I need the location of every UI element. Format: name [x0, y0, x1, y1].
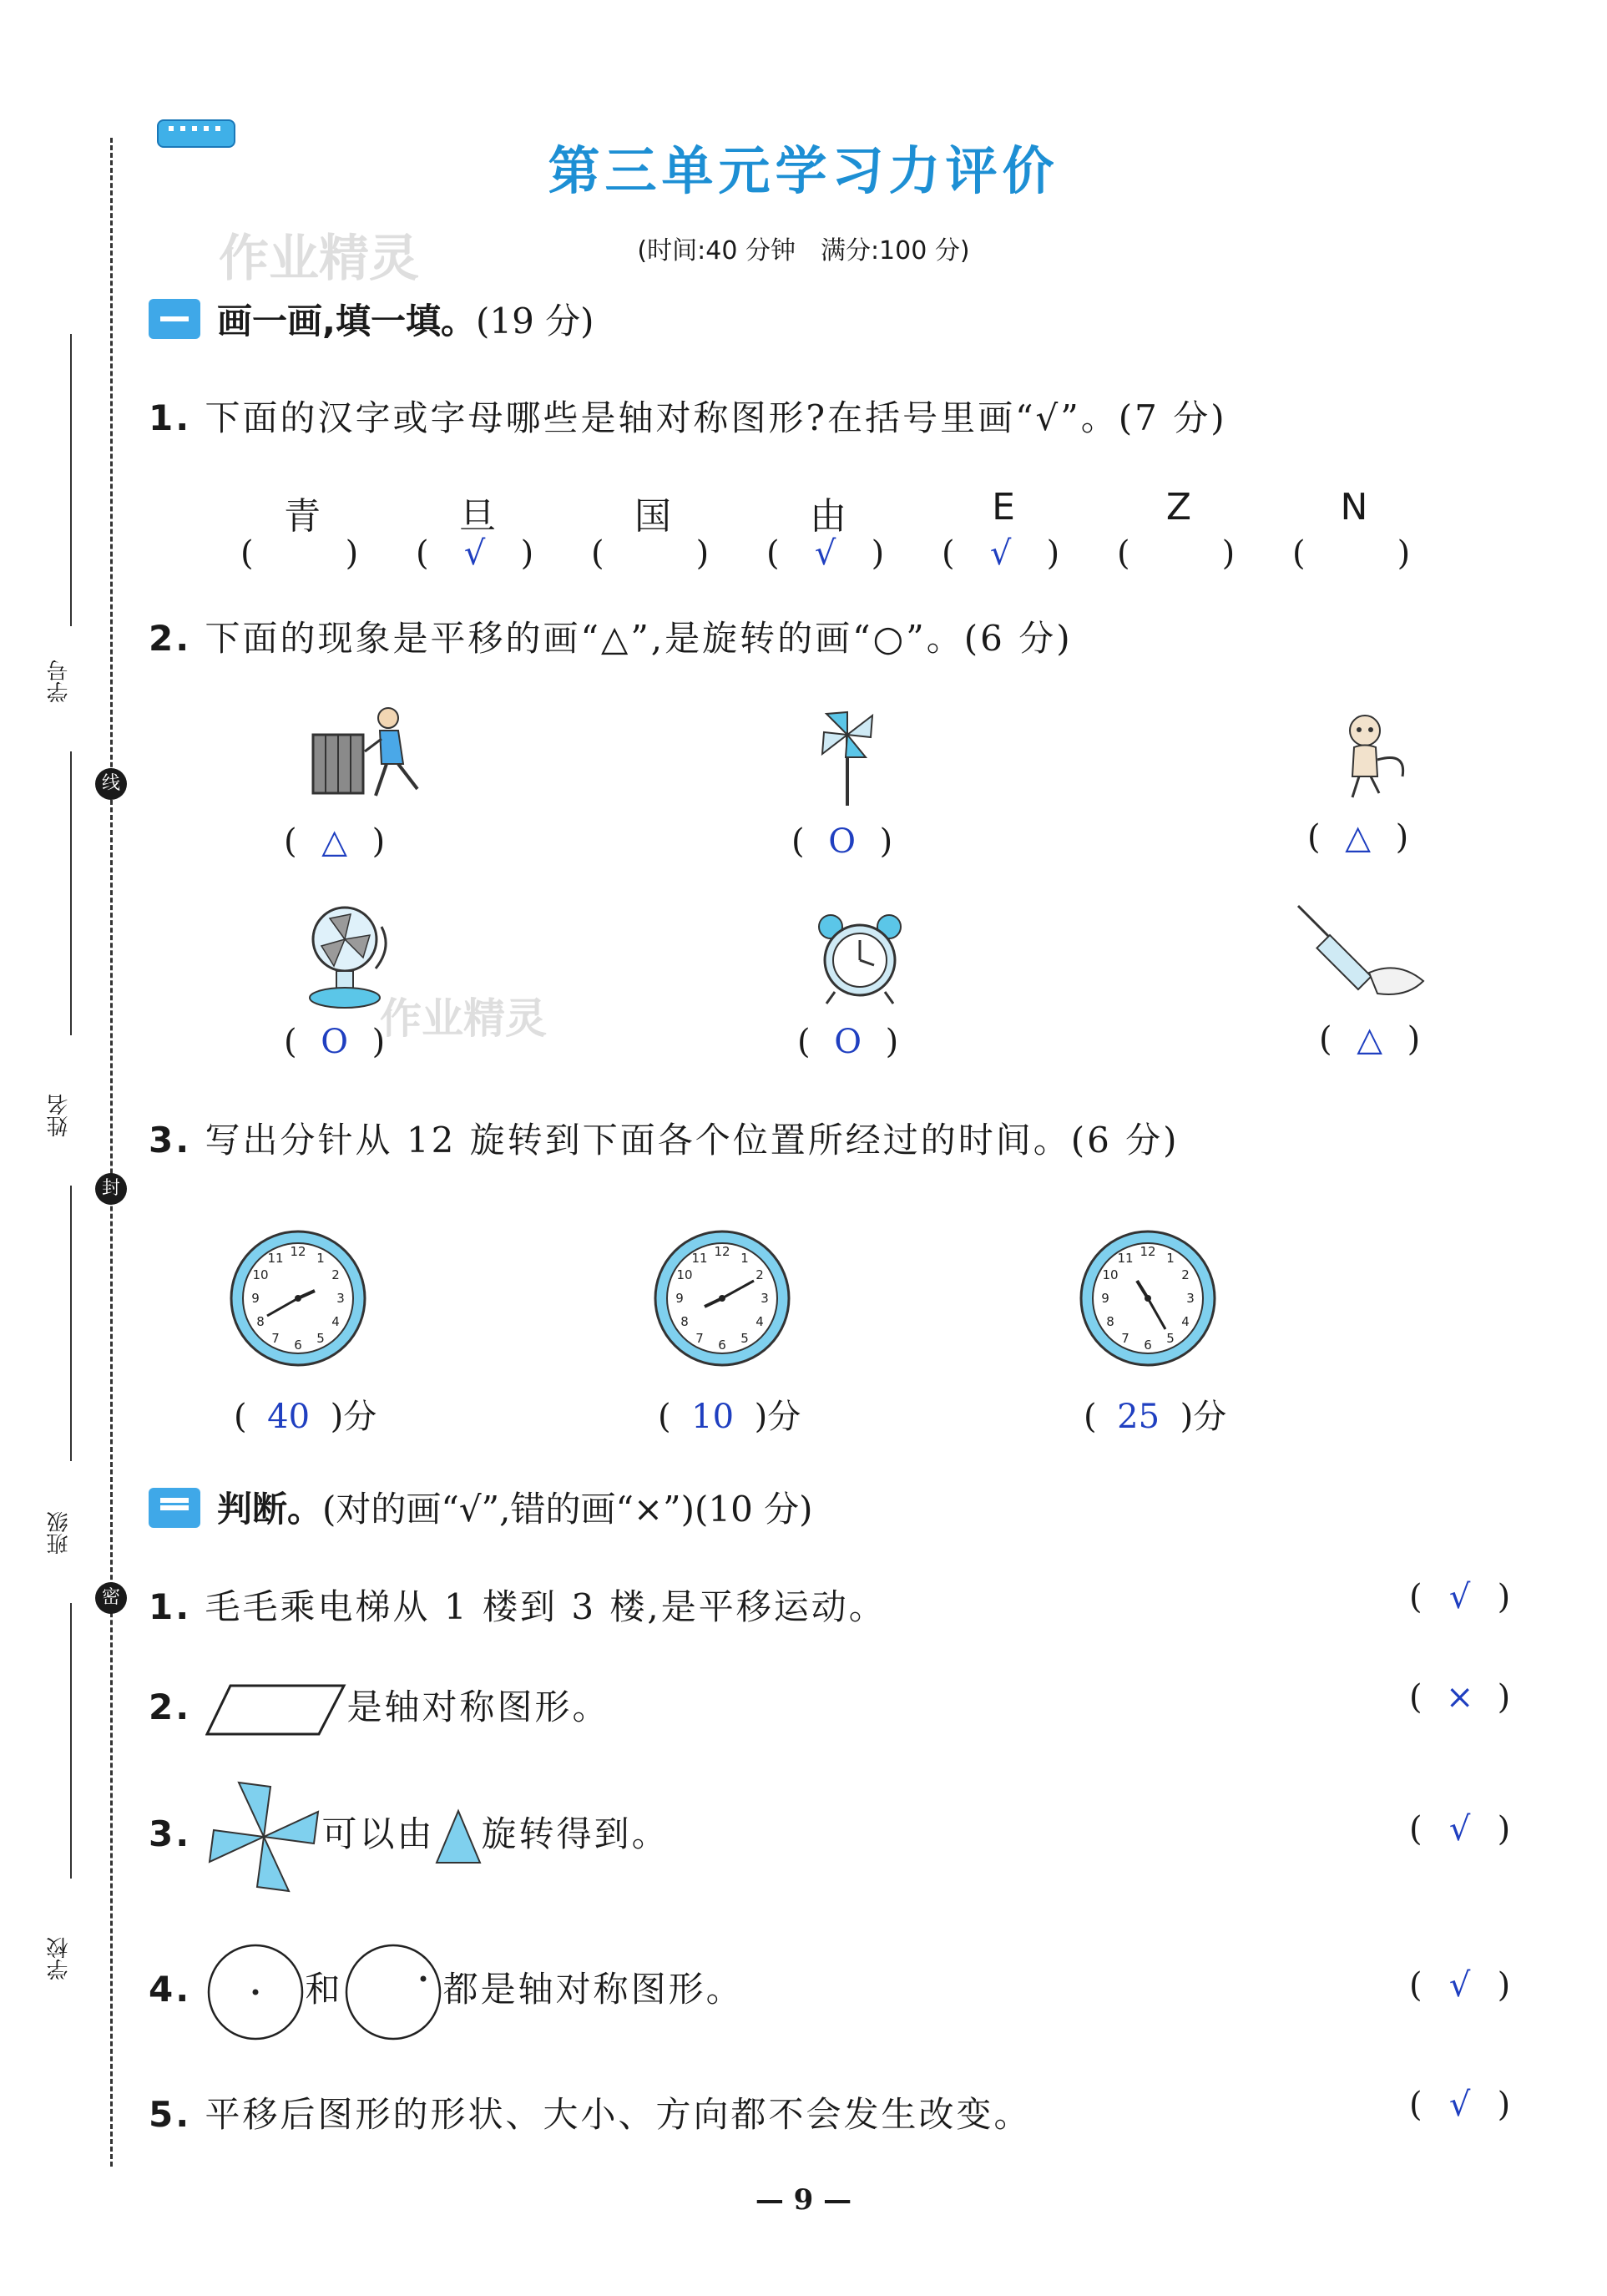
margin-rule	[70, 1603, 72, 1879]
question-text: 可以由	[321, 1813, 435, 1854]
question-number: 1.	[149, 397, 192, 438]
svg-text:5: 5	[740, 1331, 749, 1346]
margin-dot-mi: 密	[95, 1582, 127, 1614]
svg-text:4: 4	[755, 1314, 764, 1329]
section2-instructions: (对的画“√”,错的画“×”)(10 分)	[322, 1489, 813, 1530]
svg-text:3: 3	[1186, 1291, 1195, 1306]
char-item: N	[1340, 486, 1368, 528]
windmill-figure-icon	[205, 1778, 322, 1895]
question-text: 下面的现象是平移的画“△”,是旋转的画“○”。(6 分)	[205, 618, 1073, 659]
margin-rule	[70, 334, 72, 626]
svg-text:9: 9	[251, 1291, 260, 1306]
svg-text:12: 12	[290, 1244, 306, 1259]
clock-face-2	[651, 1227, 793, 1369]
svg-text:12: 12	[1140, 1244, 1156, 1259]
margin-label-name: 姓名	[47, 1094, 72, 1137]
question-number: 4.	[149, 1969, 192, 2010]
question-text: 都是轴对称图形。	[442, 1969, 744, 2010]
svg-text:11: 11	[691, 1251, 708, 1266]
svg-text:2: 2	[755, 1267, 764, 1282]
svg-text:8: 8	[256, 1314, 265, 1329]
answer-value: ×	[1445, 1678, 1474, 1717]
answer-value: √	[1448, 1966, 1471, 2005]
svg-text:6: 6	[718, 1338, 726, 1353]
answer-unit: 分	[1193, 1398, 1227, 1436]
push-box-icon	[305, 705, 430, 814]
svg-text:9: 9	[1101, 1291, 1109, 1306]
answer-unit: 分	[343, 1398, 377, 1436]
answer-value: 40	[267, 1398, 311, 1436]
svg-text:5: 5	[1166, 1331, 1175, 1346]
svg-text:7: 7	[271, 1331, 280, 1346]
section2-title-text: 判断。	[217, 1489, 323, 1530]
svg-text:5: 5	[316, 1331, 325, 1346]
question-number: 5.	[149, 2094, 192, 2135]
clock-face-3	[1077, 1227, 1219, 1369]
answer-paren: ( √ )	[766, 534, 885, 573]
watermark: 作业精灵	[380, 994, 547, 1043]
question-number: 3.	[149, 1813, 192, 1854]
question-number: 1.	[149, 1586, 192, 1627]
alarm-clock-icon	[814, 910, 906, 1010]
svg-text:8: 8	[1106, 1314, 1114, 1329]
margin-rule	[70, 751, 72, 1035]
svg-text:6: 6	[1144, 1338, 1152, 1353]
answer-paren: ( )	[240, 534, 359, 573]
answer-value: √	[1448, 1810, 1471, 1848]
question-1-3	[149, 1113, 1180, 1163]
margin-label-class: 班级	[47, 1511, 72, 1555]
margin-rule	[70, 1186, 72, 1461]
margin-dot-xian: 线	[95, 768, 127, 800]
page-number: — 9 —	[755, 2183, 852, 2217]
answer-paren: ( O )	[797, 1023, 899, 1061]
answer-value: △	[1357, 1020, 1382, 1059]
question-text: 写出分针从 12 旋转到下面各个位置所经过的时间。(6 分)	[205, 1120, 1180, 1161]
svg-text:11: 11	[1117, 1251, 1134, 1266]
svg-text:7: 7	[1121, 1331, 1129, 1346]
circle-dot-center-icon	[205, 1942, 306, 2042]
answer-value: 10	[691, 1398, 735, 1436]
judge-item-5	[149, 2087, 1032, 2137]
answer-paren: ( )	[1117, 534, 1236, 573]
svg-text:12: 12	[714, 1244, 730, 1259]
char-item: 旦	[459, 495, 496, 538]
svg-text:2: 2	[331, 1267, 340, 1282]
answer-paren: ( √ )	[942, 534, 1060, 573]
answer-paren: ( √ )	[1409, 1578, 1511, 1616]
syringe-icon	[1290, 902, 1432, 1010]
margin-dot-feng: 封	[95, 1173, 127, 1205]
answer-paren: ( × )	[1409, 1678, 1511, 1717]
pinwheel-icon	[814, 705, 881, 810]
svg-text:6: 6	[294, 1338, 302, 1353]
char-item: E	[992, 486, 1015, 528]
parallelogram-icon	[205, 1681, 347, 1739]
svg-text:4: 4	[1181, 1314, 1190, 1329]
svg-text:3: 3	[336, 1291, 345, 1306]
section-badge-1	[149, 299, 200, 339]
question-number: 2.	[149, 1687, 192, 1727]
answer-value: O	[828, 822, 856, 861]
answer-paren: ( O )	[791, 822, 893, 861]
answer-value: 25	[1117, 1398, 1160, 1436]
section1-title	[217, 294, 594, 344]
binding-dashed-line	[110, 138, 113, 2167]
question-text: 下面的汉字或字母哪些是轴对称图形?在括号里画“√”。(7 分)	[205, 397, 1227, 438]
question-text: 是轴对称图形。	[346, 1687, 610, 1727]
answer-paren: ( 40 )分	[234, 1398, 377, 1436]
svg-text:3: 3	[761, 1291, 769, 1306]
question-number: 3.	[149, 1120, 192, 1161]
judge-item-4	[149, 1942, 744, 2042]
judge-item-2	[149, 1680, 610, 1739]
svg-text:11: 11	[267, 1251, 284, 1266]
char-item: 由	[810, 495, 846, 538]
svg-text:2: 2	[1181, 1267, 1190, 1282]
answer-paren: ( 25 )分	[1084, 1398, 1227, 1436]
page-title: 第三单元学习力评价	[548, 140, 1059, 201]
answer-value: √	[814, 534, 836, 573]
svg-text:8: 8	[680, 1314, 689, 1329]
judge-item-3	[149, 1778, 670, 1895]
svg-text:1: 1	[740, 1251, 749, 1266]
svg-text:9: 9	[675, 1291, 684, 1306]
svg-text:10: 10	[1102, 1267, 1119, 1282]
question-text: 毛毛乘电梯从 1 楼到 3 楼,是平移运动。	[205, 1586, 887, 1627]
answer-value: O	[834, 1023, 862, 1061]
question-text: 平移后图形的形状、大小、方向都不会发生改变。	[205, 2094, 1032, 2135]
margin-label-student-id: 学号	[47, 660, 72, 703]
answer-value: △	[321, 822, 347, 861]
question-text: 旋转得到。	[481, 1813, 670, 1854]
answer-paren: ( 10 )分	[658, 1398, 801, 1436]
section1-points: (19 分)	[475, 301, 594, 341]
answer-unit: 分	[767, 1398, 801, 1436]
judge-item-1	[149, 1580, 887, 1630]
answer-paren: ( )	[1292, 534, 1411, 573]
answer-value: √	[463, 534, 486, 573]
answer-value: O	[321, 1023, 348, 1061]
answer-paren: ( √ )	[1409, 1810, 1511, 1848]
svg-text:1: 1	[316, 1251, 325, 1266]
section2-title	[217, 1482, 813, 1532]
answer-paren: ( )	[591, 534, 710, 573]
answer-paren: ( √ )	[1409, 1966, 1511, 2005]
answer-paren: ( △ )	[1307, 818, 1409, 857]
answer-paren: ( O )	[284, 1023, 386, 1061]
question-1-2	[149, 611, 1073, 661]
answer-value: √	[1448, 2086, 1471, 2124]
svg-text:1: 1	[1166, 1251, 1175, 1266]
section-badge-2-stripe	[149, 1488, 200, 1528]
char-item: 青	[284, 495, 321, 538]
svg-text:7: 7	[695, 1331, 704, 1346]
question-1-1	[149, 391, 1227, 441]
section1-title-text: 画一画,填一填。	[217, 301, 476, 341]
answer-paren: ( △ )	[1319, 1020, 1421, 1059]
answer-paren: ( √ )	[1409, 2086, 1511, 2124]
svg-text:10: 10	[252, 1267, 269, 1282]
page-subtitle: (时间:40 分钟 满分:100 分)	[637, 236, 970, 266]
char-item: Z	[1165, 486, 1192, 528]
answer-value: √	[1448, 1578, 1471, 1616]
svg-text:10: 10	[676, 1267, 693, 1282]
svg-text:4: 4	[331, 1314, 340, 1329]
answer-paren: ( △ )	[284, 822, 386, 861]
clock-face-1	[227, 1227, 369, 1369]
margin-label-school: 学校	[47, 1937, 72, 1980]
question-number: 2.	[149, 618, 192, 659]
monkey-slide-icon	[1327, 710, 1419, 806]
question-text: 和	[305, 1969, 343, 2010]
answer-paren: ( √ )	[416, 534, 534, 573]
char-item: 国	[634, 495, 671, 538]
answer-value: △	[1345, 818, 1371, 857]
watermark: 作业精灵	[219, 230, 419, 288]
circle-dot-offset-icon	[343, 1942, 443, 2042]
triangle-icon	[435, 1808, 482, 1866]
answer-value: √	[989, 534, 1012, 573]
